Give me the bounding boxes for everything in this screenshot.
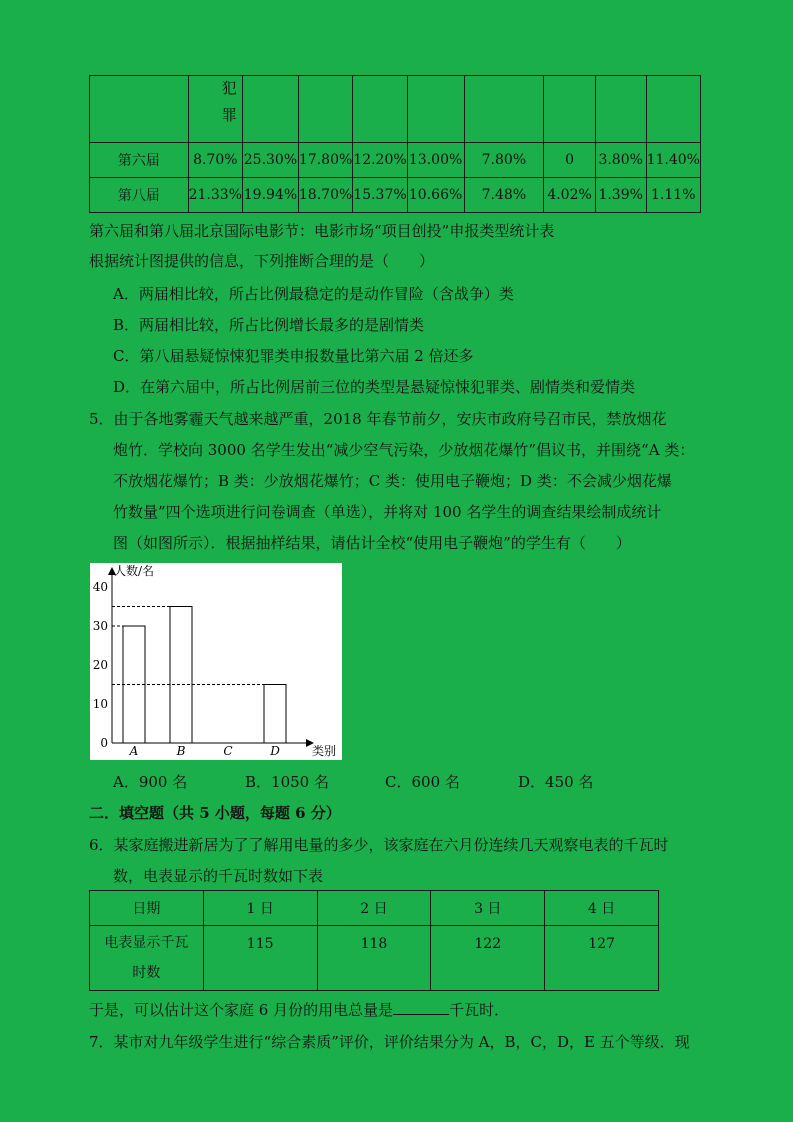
x-tick-label: B	[176, 744, 186, 758]
table-cell: 19.94%	[243, 178, 299, 213]
table-cell: 3 日	[431, 891, 545, 926]
q4-option-b: B．两届相比较，所占比例增长最多的是剧情类	[113, 316, 425, 334]
section-title: 二．填空题（共 5 小题，每题 6 分）	[89, 804, 341, 822]
table-cell: 0	[544, 143, 596, 178]
row-label: 第八届	[90, 178, 189, 213]
row-label: 第六届	[90, 143, 189, 178]
table-row	[90, 891, 659, 926]
table-cell: 12.20%	[353, 143, 407, 178]
film-genre-table	[89, 75, 701, 213]
row-label: 电表显示千瓦 时数	[90, 926, 204, 991]
table-cell: 日期	[90, 891, 204, 926]
table-cell: 18.70%	[298, 178, 352, 213]
table-cell: 17.80%	[298, 143, 352, 178]
y-tick-label: 40	[92, 580, 108, 594]
q5-line-2: 炮竹．学校向 3000 名学生发出“减少空气污染，少放烟花爆竹”倡议书，并围绕“A 类：	[113, 441, 695, 459]
x-tick-label: C	[223, 744, 233, 758]
bar-D	[264, 685, 286, 744]
table-cell: 122	[431, 926, 545, 991]
table-row	[90, 143, 701, 178]
table-cell: 13.00%	[407, 143, 464, 178]
table-cell: 118	[317, 926, 431, 991]
q6-line-2: 数，电表显示的千瓦时数如下表	[113, 867, 324, 885]
bar-B	[170, 607, 192, 744]
table-cell: 4 日	[545, 891, 659, 926]
q7-line-1: 7．某市对九年级学生进行“综合素质”评价，评价结果分为 A，B，C，D，E 五个等级．现	[89, 1033, 690, 1051]
y-tick-label: 20	[92, 658, 108, 672]
table-cell: 1.39%	[595, 178, 646, 213]
table-cell: 2 日	[317, 891, 431, 926]
table-row	[90, 178, 701, 213]
table-header-row	[90, 76, 701, 143]
y-tick-label: 30	[92, 619, 108, 633]
table-cell: 10.66%	[407, 178, 464, 213]
table-caption: 第六届和第八届北京国际电影节：电影市场“项目创投”申报类型统计表	[89, 222, 555, 240]
q5-line-5: 图（如图所示）．根据抽样结果，请估计全校“使用电子鞭炮”的学生有（ ）	[113, 534, 631, 552]
q5-option-d: D．450 名	[518, 773, 594, 791]
table-cell: 25.30%	[243, 143, 299, 178]
table-cell: 8.70%	[188, 143, 242, 178]
q4-option-c: C．第八届悬疑惊悚犯罪类申报数量比第六届 2 倍还多	[113, 347, 474, 365]
q5-option-b: B．1050 名	[245, 773, 329, 791]
x-axis-label: 类别	[312, 744, 337, 758]
answer-blank[interactable]	[393, 1014, 449, 1015]
table-cell: 21.33%	[188, 178, 242, 213]
table-cell: 3.80%	[595, 143, 646, 178]
x-tick-label: A	[129, 744, 139, 758]
q5-line-4: 竹数量”四个选项进行问卷调查（单选），并将对 100 名学生的调查结果绘制成统计	[113, 503, 662, 521]
q4-option-d: D．在第六届中，所占比例居前三位的类型是悬疑惊悚犯罪类、剧情类和爱情类	[113, 378, 636, 396]
q5-option-a: A．900 名	[113, 773, 188, 791]
q6-line-1: 6．某家庭搬进新居为了了解用电量的多少，该家庭在六月份连续几天观察电表的千瓦时	[89, 836, 669, 854]
table-cell: 11.40%	[646, 143, 700, 178]
survey-bar-chart	[90, 563, 342, 760]
q6-after: 于是，可以估计这个家庭 6 月份的用电总量是 千瓦时．	[89, 1001, 510, 1019]
table-cell: 1 日	[203, 891, 317, 926]
y-axis-label: 人数/名	[114, 564, 155, 578]
table-cell: 15.37%	[353, 178, 407, 213]
q5-option-c: C．600 名	[385, 773, 460, 791]
y-tick-label: 10	[92, 697, 108, 711]
q5-line-3: 不放烟花爆竹；B 类：少放烟花爆竹；C 类：使用电子鞭炮；D 类：不会减少烟花爆	[113, 472, 672, 490]
x-tick-label: D	[270, 744, 280, 758]
y-tick-label: 0	[100, 736, 108, 750]
q5-line-1: 5．由于各地雾霾天气越来越严重，2018 年春节前夕，安庆市政府号召市民，禁放烟花	[89, 410, 667, 428]
meter-reading-table	[89, 890, 659, 991]
table-cell: 4.02%	[544, 178, 596, 213]
q4-stem: 根据统计图提供的信息，下列推断合理的是（ ）	[89, 252, 435, 270]
table-cell: 7.80%	[464, 143, 544, 178]
header-cell-crime: 犯罪	[219, 80, 238, 134]
table-cell: 115	[203, 926, 317, 991]
table-row	[90, 926, 659, 991]
table-cell: 1.11%	[646, 178, 700, 213]
q4-option-a: A．两届相比较，所占比例最稳定的是动作冒险（含战争）类	[113, 285, 514, 303]
bar-chart-svg	[90, 563, 342, 760]
table-cell: 127	[545, 926, 659, 991]
table-cell: 7.48%	[464, 178, 544, 213]
